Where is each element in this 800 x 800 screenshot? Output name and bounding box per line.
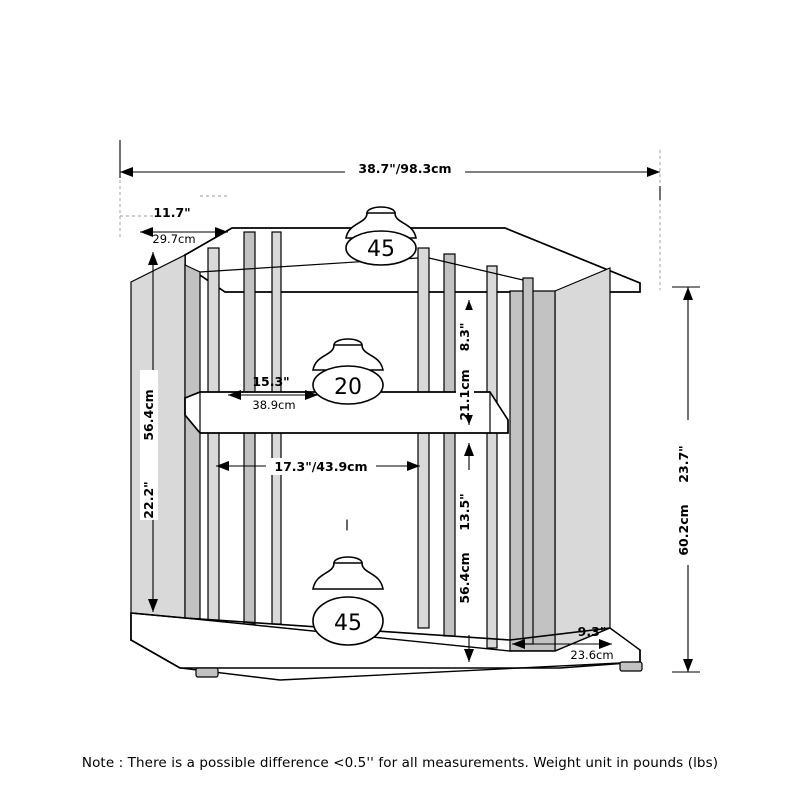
dimension-label-total-height-metric: 60.2cm	[676, 504, 691, 556]
weight-label-middle: 20	[334, 375, 362, 400]
arrow-up	[683, 287, 693, 300]
foot-left	[196, 668, 218, 677]
dimension-label-side-depth-metric: 23.6cm	[570, 648, 614, 662]
arrow-up	[464, 443, 474, 456]
foot-right	[620, 662, 642, 671]
dimension-top-width	[120, 140, 660, 200]
weight-label-top: 45	[367, 237, 395, 262]
dimension-label-lower-gap-metric: 56.4cm	[457, 552, 472, 604]
dimension-label-depth-metric: 29.7cm	[152, 232, 196, 246]
weight-icon-middle	[313, 339, 383, 404]
dimension-label-mid-width-inches: 15.3"	[252, 374, 290, 389]
post-front-right	[444, 254, 455, 636]
dimension-label-lower-gap-inches: 13.5"	[457, 493, 472, 531]
post-far-right	[523, 278, 533, 644]
arrow-right	[647, 167, 660, 177]
right-side-panel	[555, 268, 610, 651]
arrow-left	[140, 227, 153, 237]
arrow-down	[683, 659, 693, 672]
measurement-note: Note : There is a possible difference <0.5'' for all measurements. Weight unit in pounds (lbs)	[81, 755, 719, 771]
weight-icon-bottom	[313, 557, 383, 645]
post-mid-right	[487, 266, 497, 648]
dimension-label-top-gap-inches: 8.3"	[457, 322, 472, 352]
dimension-label-left-height-metric: 56.4cm	[141, 389, 156, 441]
dimension-label-left-height-inches: 22.2"	[141, 481, 156, 519]
dimension-total-height	[672, 287, 700, 672]
arrow-left	[120, 167, 133, 177]
tv-stand-illustration	[131, 228, 642, 680]
arrow-up	[148, 252, 158, 265]
dimension-label-top-gap-metric: 21.1cm	[457, 369, 472, 421]
dimension-top-shelf-gap	[456, 300, 474, 425]
post-back-right	[418, 248, 429, 628]
post-back-left	[208, 248, 219, 620]
dimension-label-side-depth-inches: 9.3"	[577, 624, 607, 639]
left-side-panel-inner	[185, 265, 200, 625]
dimension-label-lower-span: 17.3"/43.9cm	[274, 459, 368, 474]
weight-label-bottom: 45	[334, 611, 362, 636]
dimension-label-top-width: 38.7"/98.3cm	[358, 161, 452, 176]
dimension-label-total-height-inches: 23.7"	[676, 445, 691, 483]
dimension-lower-shelf-gap	[456, 443, 474, 662]
dimension-label-mid-width-metric: 38.9cm	[252, 398, 296, 412]
dimension-label-depth-inches: 11.7"	[153, 205, 191, 220]
weight-icon-top	[346, 207, 416, 265]
